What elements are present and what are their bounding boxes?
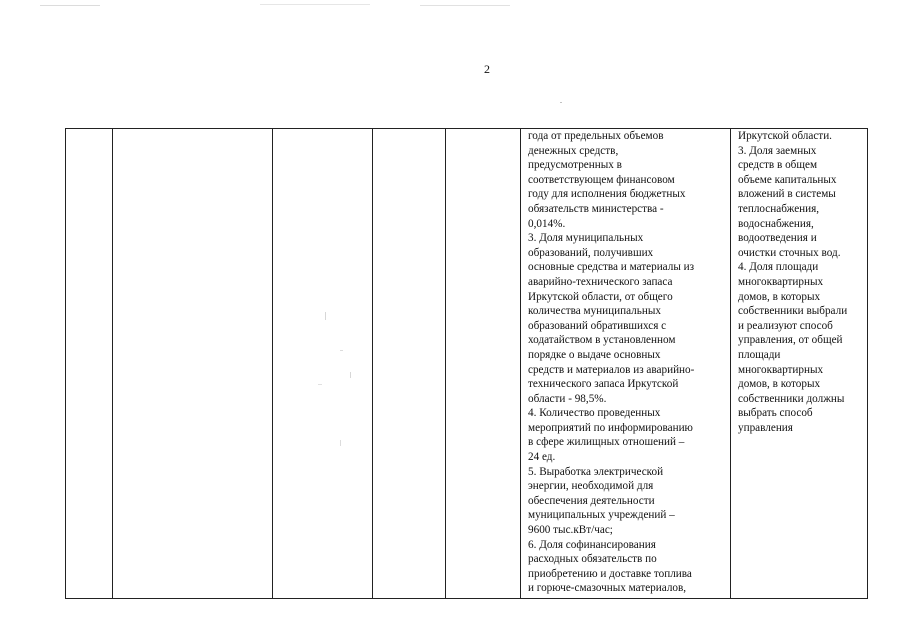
text-line: 9600 тыс.кВт/час;: [528, 524, 613, 537]
text-line: муниципальных учреждений –: [528, 509, 675, 522]
text-line: вложений в системы: [738, 188, 836, 201]
text-line: приобретению и доставке топлива: [528, 567, 692, 580]
indicators-text: [521, 129, 730, 596]
text-line: собственники выбрали: [738, 305, 848, 318]
program-table: [65, 128, 868, 599]
text-line: области - 98,5%.: [528, 392, 607, 405]
text-line: обеспечения деятельности: [528, 494, 655, 507]
text-line: 6. Доля софинансирования: [528, 538, 656, 551]
text-line: домов, в которых: [738, 290, 821, 303]
text-line: количества муниципальных: [528, 305, 661, 318]
text-line: выбрать способ: [738, 407, 813, 420]
text-line: образований, получивших: [528, 246, 654, 259]
text-line: в сфере жилищных отношений –: [528, 436, 685, 449]
text-line: водоснабжения,: [738, 217, 814, 230]
text-line: теплоснабжения,: [738, 202, 820, 215]
text-line: Иркутской области.: [738, 130, 832, 142]
text-line: очистки сточных вод.: [738, 246, 841, 259]
text-line: года от предельных объемов: [528, 130, 664, 142]
text-line: 4. Количество проведенных: [528, 407, 661, 420]
text-line: 3. Доля заемных: [738, 144, 817, 157]
text-line: технического запаса Иркутской: [528, 378, 679, 391]
text-line: Иркутской области, от общего: [528, 290, 673, 303]
text-line: многоквартирных: [738, 275, 824, 288]
text-line: управления, от общей: [738, 334, 843, 347]
text-line: водоотведения и: [738, 232, 817, 245]
text-line: 5. Выработка электрической: [528, 465, 664, 478]
text-line: денежных средств,: [528, 144, 619, 157]
table-cell-name: [113, 129, 273, 599]
text-line: основные средства и материалы из: [528, 261, 695, 274]
text-line: объеме капитальных: [738, 173, 837, 186]
text-line: 0,014%.: [528, 217, 566, 230]
text-line: многоквартирных: [738, 363, 824, 376]
text-line: домов, в которых: [738, 378, 821, 391]
table-cell-end: [446, 129, 521, 599]
text-line: средств и материалов из аварийно-: [528, 363, 695, 376]
text-line: и горюче-смазочных материалов,: [528, 582, 687, 595]
text-line: мероприятий по информированию: [528, 421, 693, 434]
text-line: соответствующем финансовом: [528, 173, 675, 186]
table-cell-indicators: [521, 129, 731, 599]
text-line: собственники должны: [738, 392, 845, 405]
text-line: 4. Доля площади: [738, 261, 819, 274]
text-line: средств в общем: [738, 159, 818, 172]
criteria-text: [731, 129, 867, 435]
text-line: образований обратившихся с: [528, 319, 667, 332]
table-cell-number: [66, 129, 113, 599]
table-cell-start: [373, 129, 446, 599]
text-line: 24 ед.: [528, 451, 556, 464]
text-line: площади: [738, 348, 781, 361]
text-line: расходных обязательств по: [528, 553, 657, 566]
table-row: [66, 129, 868, 599]
text-line: предусмотренных в: [528, 159, 622, 172]
scan-artifact: [560, 102, 562, 103]
text-line: порядке о выдаче основных: [528, 348, 661, 361]
text-line: аварийно-технического запаса: [528, 275, 673, 288]
text-line: обязательств министерства -: [528, 202, 664, 215]
scan-artifact: [420, 5, 510, 6]
text-line: энергии, необходимой для: [528, 480, 654, 493]
text-line: году для исполнения бюджетных: [528, 188, 686, 201]
scan-artifact: [260, 4, 370, 5]
table-cell-criteria: [731, 129, 868, 599]
page-number: 2: [484, 62, 490, 76]
table-cell-executor: [273, 129, 373, 599]
text-line: ходатайством в установленном: [528, 334, 676, 347]
text-line: и реализуют способ: [738, 319, 833, 332]
text-line: управления: [738, 421, 793, 434]
scan-artifact: [40, 5, 100, 6]
text-line: 3. Доля муниципальных: [528, 232, 644, 245]
